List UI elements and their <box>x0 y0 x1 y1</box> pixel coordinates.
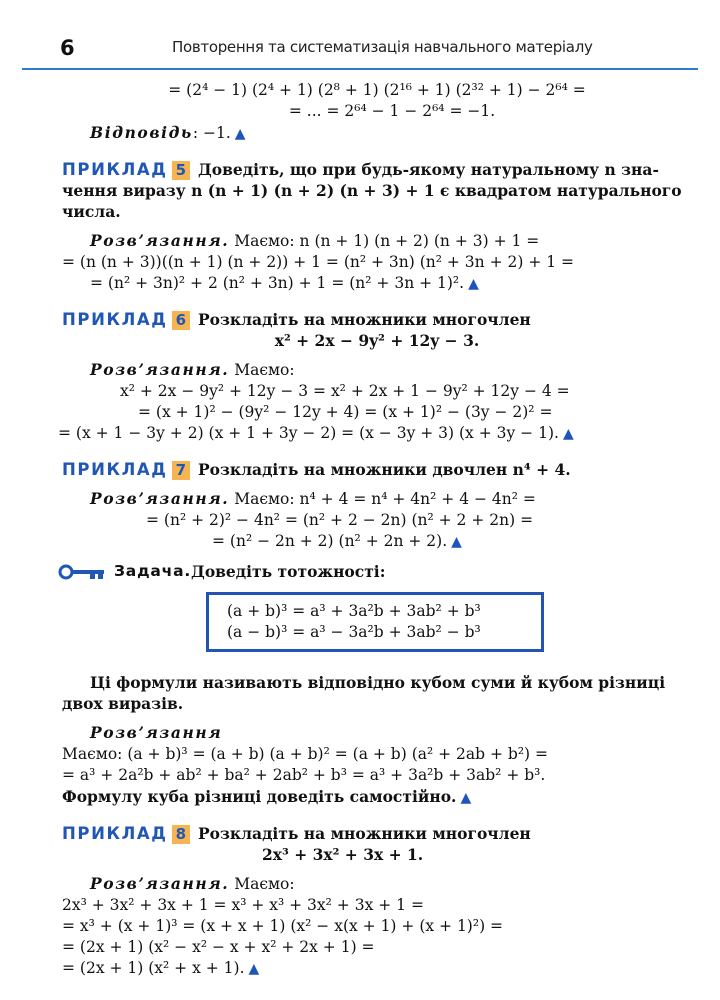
answer-value: : −1. <box>192 124 231 142</box>
term-cube-difference: кубом різниці <box>537 673 666 692</box>
solution-text: = (n² − 2n + 2) (n² + 2n + 2). <box>212 532 448 550</box>
triangle-icon: ▲ <box>234 126 246 142</box>
solution-line: 2x³ + 3x² + 3x + 1 = x³ + x³ + 3x² + 3x + 1 = <box>62 896 424 914</box>
example-statement: 2x³ + 3x² + 3x + 1. <box>262 845 424 864</box>
example-statement: Доведіть, що при будь-якому натуральному n зна- <box>198 160 659 179</box>
formula-line: = (2⁴ − 1) (2⁴ + 1) (2⁸ + 1) (2¹⁶ + 1) (2³² + 1) − 2⁶⁴ = <box>168 81 586 99</box>
example-statement: Розкладіть на множники двочлен n⁴ + 4. <box>198 460 571 479</box>
example-8 <box>62 823 662 844</box>
solution-line: Маємо: (a + b)³ = (a + b) (a + b)² = (a + b) (a² + 2ab + b²) = <box>62 745 548 763</box>
term-two-expressions: двох виразів <box>62 694 178 713</box>
example-statement: x² + 2x − 9y² + 12y − 3. <box>274 331 480 350</box>
solution-line <box>62 273 662 295</box>
solution-line <box>62 786 662 809</box>
example-label: ПРИКЛАД <box>62 310 168 329</box>
solution-line <box>62 958 662 980</box>
triangle-icon: ▲ <box>562 426 574 442</box>
solution-label: Розв’язання. <box>90 231 230 250</box>
solution-text: = (x + 1 − 3y + 2) (x + 1 + 3y − 2) = (x − 3y + 3) (x + 3y − 1). <box>58 424 559 442</box>
explanation-text: . <box>177 694 184 713</box>
page-header <box>22 34 698 70</box>
answer-label: Відповідь <box>90 123 193 142</box>
solution-text: Маємо: n (n + 1) (n + 2) (n + 3) + 1 = <box>234 232 540 250</box>
solution-label: Розв’язання. <box>90 874 230 893</box>
triangle-icon: ▲ <box>468 276 479 292</box>
example-6 <box>62 309 662 330</box>
example-label: ПРИКЛАД <box>62 824 168 843</box>
formula-line: = ... = 2⁶⁴ − 1 − 2⁶⁴ = −1. <box>288 102 496 120</box>
solution-line: x² + 2x − 9y² + 12y − 3 = x² + 2x + 1 − 9y² + 12y − 4 = <box>120 382 570 400</box>
example-label: ПРИКЛАД <box>62 460 168 479</box>
task-label: Задача. <box>114 562 192 580</box>
triangle-icon: ▲ <box>451 534 462 550</box>
solution-line: = (2x + 1) (x² − x² − x + x² + 2x + 1) = <box>62 938 375 956</box>
solution-line: = a³ + 2a²b + ab² + ba² + 2ab² + b³ = a³ + 3a²b + 3ab² + b³. <box>62 766 546 784</box>
solution-label: Розв’язання. <box>90 360 230 379</box>
solution-label: Розв’язання <box>90 723 223 742</box>
task-heading <box>58 561 662 582</box>
solution-text: = (n² + 3n)² + 2 (n² + 3n) + 1 = (n² + 3n + 1)². <box>90 274 465 292</box>
example-7 <box>62 459 662 480</box>
solution-line <box>62 873 662 895</box>
explanation-line <box>62 693 662 714</box>
triangle-icon: ▲ <box>460 790 472 806</box>
explanation-text: й <box>515 673 538 692</box>
solution-line: = x³ + (x + 1)³ = (x + x + 1) (x² − x(x + 1) + (x + 1)²) = <box>62 917 504 935</box>
solution-line <box>62 230 662 252</box>
example-number-badge: 5 <box>172 161 190 180</box>
example-number-badge: 8 <box>172 825 190 844</box>
page-content <box>58 80 682 980</box>
explanation-line <box>62 672 666 693</box>
answer-line <box>62 122 662 145</box>
solution-line: = (x + 1)² − (9y² − 12y + 4) = (x + 1)² − (3y − 2)² = <box>138 403 553 421</box>
example-number-badge: 7 <box>172 461 190 480</box>
solution-line <box>58 423 662 445</box>
task-text: Доведіть тотожності: <box>191 562 386 581</box>
example-statement: числа. <box>62 202 121 221</box>
solution-text: Маємо: <box>234 361 295 379</box>
explanation-text: Ці формули називають відповідно <box>90 673 411 692</box>
example-statement: чення виразу n (n + 1) (n + 2) (n + 3) + 1 є квадратом натурального <box>62 181 682 200</box>
solution-line <box>62 531 662 553</box>
formula-box <box>206 592 544 652</box>
solution-label: Розв’язання. <box>90 489 230 508</box>
example-5 <box>62 159 662 180</box>
example-number-badge: 6 <box>172 311 190 330</box>
key-icon <box>58 563 106 581</box>
triangle-icon: ▲ <box>248 961 260 977</box>
running-head: Повторення та систематизація навчального матеріалу <box>172 38 593 56</box>
solution-line: = (n² + 2)² − 4n² = (n² + 2 − 2n) (n² + 2 + 2n) = <box>146 511 534 529</box>
solution-line <box>62 722 662 744</box>
example-label: ПРИКЛАД <box>62 160 168 179</box>
example-statement: Розкладіть на множники многочлен <box>198 310 531 329</box>
solution-line <box>62 359 662 381</box>
example-statement: Розкладіть на множники многочлен <box>198 824 531 843</box>
solution-line: = (n (n + 3))((n + 1) (n + 2)) + 1 = (n² + 3n) (n² + 3n + 2) + 1 = <box>62 253 575 271</box>
identity-cube-sum: (a + b)³ = a³ + 3a²b + 3ab² + b³ <box>227 602 481 620</box>
solution-text: Формулу куба різниці доведіть самостійно. <box>62 787 457 806</box>
page-number: 6 <box>60 36 75 60</box>
solution-text: Маємо: <box>234 875 295 893</box>
solution-line <box>62 488 662 510</box>
solution-text: Маємо: n⁴ + 4 = n⁴ + 4n² + 4 − 4n² = <box>234 490 536 508</box>
identity-cube-difference: (a − b)³ = a³ − 3a²b + 3ab² − b³ <box>227 623 481 641</box>
term-cube-sum: кубом суми <box>410 673 516 692</box>
solution-text: = (2x + 1) (x² + x + 1). <box>62 959 245 977</box>
